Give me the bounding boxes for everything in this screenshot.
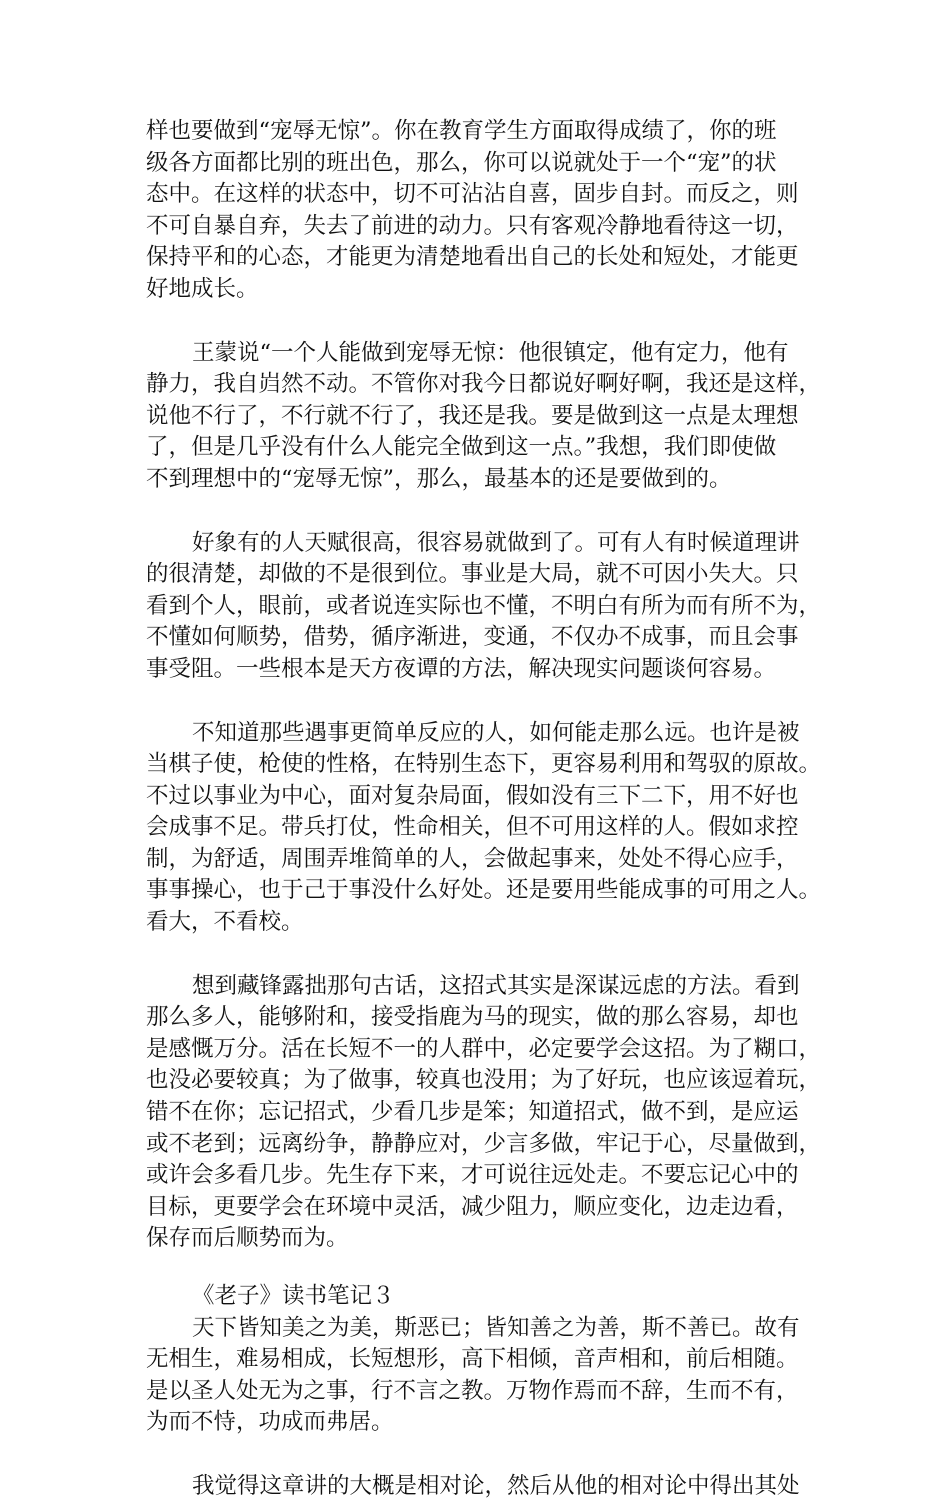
text-line: 也没必要较真；为了做事，较真也没用；为了好玩，也应该逗着玩， [146,1067,822,1094]
paragraph-2 [146,338,822,496]
text-line: 样也要做到“宠辱无惊”。你在教育学生方面取得成绩了，你的班 [146,118,777,144]
text-line: 级各方面都比别的班出色，那么，你可以说就处于一个“宠”的状 [146,149,777,176]
text-line: 看到个人，眼前，或者说连实际也不懂，不明白有所为而有所不为， [146,592,822,619]
text-line: 那么多人，能够附和，接受指鹿为马的现实，做的那么容易，却也 [146,1004,799,1031]
text-line: 或许会多看几步。先生存下来，才可说往远处走。不要忘记心中的 [146,1162,799,1189]
paragraph-3 [146,528,822,686]
text-line: 看大，不看校。 [146,909,304,936]
text-line: 我觉得这章讲的大概是相对论，然后从他的相对论中得出其处 [192,1472,800,1499]
text-line: 或不老到；远离纷争，静静应对，少言多做，牢记于心，尽量做到， [146,1130,822,1157]
text-line: 说他不行了，不行就不行了，我还是我。要是做到这一点是太理想 [146,402,799,429]
paragraph-4 [146,718,822,939]
text-line: 目标，更要学会在环境中灵活，减少阻力，顺应变化，边走边看， [146,1193,799,1220]
text-line: 当棋子使，枪使的性格，在特别生态下，更容易利用和驾驭的原故。 [146,751,822,778]
text-line: 制，为舒适，周围弄堆简单的人，会做起事来，处处不得心应手， [146,845,799,872]
text-line: 王蒙说“一个人能做到宠辱无惊：他很镇定，他有定力，他有 [192,339,789,366]
text-line: 静力，我自岿然不动。不管你对我今日都说好啊好啊，我还是这样， [146,371,822,398]
text-line: 是以圣人处无为之事，行不言之教。万物作焉而不辞，生而不有， [146,1377,799,1404]
text-line: 好象有的人天赋很高，很容易就做到了。可有人有时候道理讲 [192,529,800,556]
text-line: 好地成长。 [146,275,259,302]
text-line: 天下皆知美之为美，斯恶已；皆知善之为善，斯不善已。故有 [192,1314,800,1341]
paragraph-5 [146,971,822,1255]
text-line: 不知道那些遇事更简单反应的人，如何能走那么远。也许是被 [192,719,800,746]
text-line: 为而不恃，功成而弗居。 [146,1409,394,1436]
text-line: 是感慨万分。活在长短不一的人群中，必定要学会这招。为了糊口， [146,1035,822,1062]
text-line: 不到理想中的“宠辱无惊”，那么，最基本的还是要做到的。 [146,465,732,492]
text-line: 想到藏锋露拙那句古话，这招式其实是深谋远虑的方法。看到 [192,972,800,999]
paragraph-1 [146,116,814,306]
text-line: 事事操心，也于己于事没什么好处。还是要用些能成事的可用之人。 [146,877,822,904]
text-line: 不过以事业为中心，面对复杂局面，假如没有三下二下，用不好也 [146,782,799,809]
text-line: 事受阻。一些根本是天方夜谭的方法，解决现实问题谈何容易。 [146,655,777,682]
text-line: 保存而后顺势而为。 [146,1225,349,1252]
laozi-quote [146,1313,814,1439]
text-line: 的很清楚，却做的不是很到位。事业是大局，就不可因小失大。只 [146,561,799,588]
text-line: 态中。在这样的状态中，切不可沾沾自喜，固步自封。而反之，则 [146,181,799,208]
section-heading: 《老子》读书笔记３ [192,1283,395,1309]
document-page [146,116,822,1503]
text-line: 了，但是几乎没有什么人能完全做到这一点。”我想，我们即使做 [146,434,777,461]
text-line: 保持平和的心态，才能更为清楚地看出自己的长处和短处，才能更 [146,244,799,271]
closing-paragraph [146,1471,814,1503]
text-line: 错不在你；忘记招式，少看几步是笨；知道招式，做不到，是应运 [146,1099,799,1126]
text-line: 无相生，难易相成，长短想形，高下相倾，音声相和，前后相随。 [146,1346,799,1373]
text-line: 会成事不足。带兵打仗，性命相关，但不可用这样的人。假如求控 [146,814,799,841]
text-line: 不可自暴自弃，失去了前进的动力。只有客观冷静地看待这一切， [146,212,799,239]
text-line: 不懂如何顺势，借势，循序渐进，变通，不仅办不成事，而且会事 [146,624,799,651]
